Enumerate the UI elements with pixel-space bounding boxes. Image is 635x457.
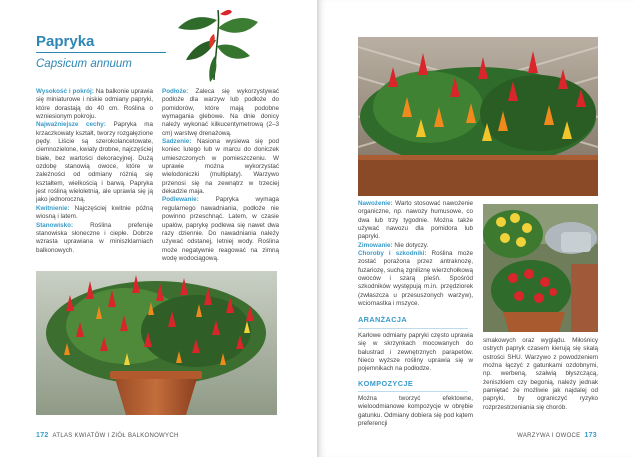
right-column-a bbox=[358, 200, 473, 428]
left-footer bbox=[36, 432, 179, 439]
right-column-b bbox=[483, 337, 598, 412]
heading-arrangement: ARANŻACJA bbox=[358, 315, 408, 325]
paragraph-wintering: Zimowanie: Nie dotyczy. bbox=[358, 241, 429, 249]
paragraph-soil: Podłoże: Zaleca się wykorzystywać podłoże dla warzyw lub podłoże do pomidorów, które mają podobne wymagania glebowe. Na dnie donicy należy wykonać kilkucentymetrową (2–3 cm) warstwę drenażową. bbox=[162, 88, 279, 137]
page-title: Papryka bbox=[36, 33, 95, 50]
heading-rule-arrangement bbox=[358, 328, 468, 329]
right-footer bbox=[517, 432, 597, 439]
pepper-sprig-illustration bbox=[170, 6, 262, 84]
section-name: WARZYWA I OWOCE bbox=[517, 433, 581, 439]
paragraph-compositions-continued: smakowych oraz wyglądu. Miłośnicy ostrych papryk czasem kierują się skalą ostrości SHU. Warzywo z powodzeniem można łączyć z gatunkami ozdobnymi, np. werbeną, szałwią błyszczącą, żeniszkiem czy begonią, należy jednak pamiętać że możliwie jak najdalej od papryki, by ograniczyć ryzyko rozprzestrzeniania się chorób. bbox=[483, 337, 598, 411]
paragraph-features: Najważniejsze cechy: Papryka ma krzaczkowaty kształt, tworzy rozgałęzione pędy. Liście są szerokolancetowate, ciemnozielone, kwiaty drobne, najczęściej białe, bez wartości dekoracyjnej. Dużą ozdobę stanowią owoce, które w zależności od odmiany różnią się kształtem, wielkością i barwą. Papryka jest rośliną wieloletnią, ale uprawia się ją jako jednoroczną. bbox=[36, 121, 153, 204]
paragraph-watering: Podlewanie: Papryka wymaga regularnego nawadniania, podłoże nie powinno przeschnąć. Latem, w czasie upałów, paprykę podlewa się nawet dwa razy dziennie. Do nawadniania należy używać odstanej, letniej wody. Roślina może negatywnie reagować na zimną wodę wodociągową. bbox=[162, 196, 279, 262]
paragraph-diseases: Choroby i szkodniki: Roślina może zostać porażona przez antraknozę, fuzariozę, suchą zgniliznę wierzchołkową owoców i szarą pleśń. Spośród szkodników występują m.in. przędziorek (zwłaszcza u przesuszonych warzyw), wciornastka i mszyce. bbox=[358, 250, 473, 308]
paragraph-fertilizing: Nawożenie: Warto stosować nawożenie organiczne, np. nawozy humusowe, co dwa lub trzy tygodnie. Można także używać nawozu dla pomidora lub papryki. bbox=[358, 200, 473, 241]
latin-name: Capsicum annuum bbox=[36, 58, 132, 70]
book-title: ATLAS KWIATÓW I ZIÓŁ BALKONOWYCH bbox=[52, 433, 179, 439]
balcony-containers-photo bbox=[483, 204, 598, 332]
paragraph-flowering: Kwitnienie: Najczęściej kwitnie późną wiosną i latem. bbox=[36, 204, 153, 221]
left-column-1 bbox=[36, 88, 153, 255]
page-number-right: 173 bbox=[584, 432, 597, 439]
left-column-2 bbox=[162, 88, 279, 263]
paragraph-compositions: Można tworzyć efektowne, wieloodmianowe kompozycje w obrębie gatunku. Odmiany dobiera się pod kątem preferencji bbox=[358, 394, 473, 427]
pepper-pot-photo bbox=[36, 271, 277, 415]
heading-rule-compositions bbox=[358, 391, 468, 392]
peppers-planter-photo bbox=[358, 37, 598, 196]
heading-compositions: KOMPOZYCJE bbox=[358, 378, 414, 388]
paragraph-position: Stanowisko: Roślina preferuje stanowiska słoneczne i ciepłe. Dobrze wzrasta uprawiana w miniszklarniach balkonowych. bbox=[36, 221, 153, 254]
right-page bbox=[318, 0, 635, 457]
title-underline bbox=[36, 52, 166, 53]
paragraph-habit: Wysokość i pokrój: Na balkonie uprawia się miniaturowe i niskie odmiany papryki, które dorastają do 40 cm. Roślina o wzniesionym pokroju. bbox=[36, 88, 154, 121]
paragraph-planting: Sadzenie: Nasiona wysiewa się pod koniec lutego lub w marcu do doniczek umieszczonych w pomieszczeniu. W uprawie można wykorzystać wielodoniczki (multiplaty). Warzywo przenosi się na zewnątrz w trzeciej dekadzie maja. bbox=[162, 138, 279, 196]
page-number-left: 172 bbox=[36, 432, 49, 439]
paragraph-arrangement: Karłowe odmiany papryki często uprawia się w skrzynkach mocowanych do balustrad i zewnętrznych parapetów. Nieco wyższe rośliny uprawia się w pojemnikach na podłodze. bbox=[358, 331, 473, 373]
